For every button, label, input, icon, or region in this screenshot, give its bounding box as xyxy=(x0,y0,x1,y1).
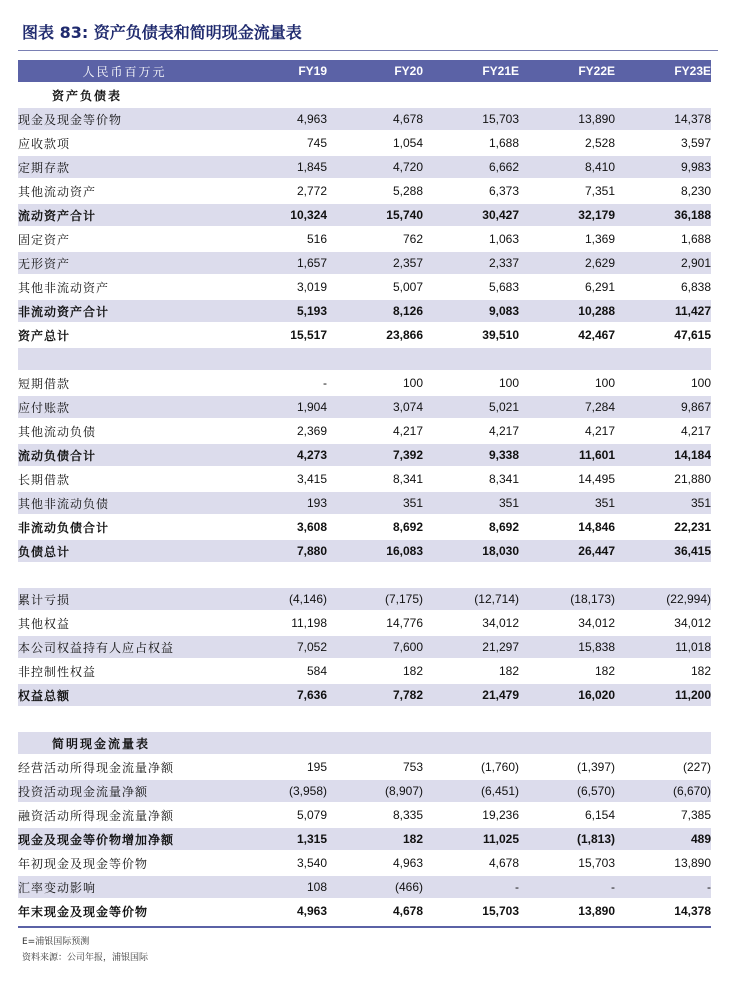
cell-value xyxy=(423,563,519,587)
cell-value: 8,341 xyxy=(423,467,519,491)
cell-value: 351 xyxy=(423,491,519,515)
cell-value xyxy=(519,707,615,731)
cell-value: 4,217 xyxy=(423,419,519,443)
row-label: 无形资产 xyxy=(18,251,231,275)
cell-value: (4,146) xyxy=(231,587,327,611)
row-label: 其他非流动负债 xyxy=(18,491,231,515)
cell-value xyxy=(519,731,615,755)
cell-value: 15,740 xyxy=(327,203,423,227)
row-label: 年末现金及现金等价物 xyxy=(18,899,231,923)
cell-value: 36,188 xyxy=(615,203,711,227)
row-label: 其他流动负债 xyxy=(18,419,231,443)
row-label: 非流动负债合计 xyxy=(18,515,231,539)
row-label xyxy=(18,563,231,587)
cell-value: 8,126 xyxy=(327,299,423,323)
row-label: 流动负债合计 xyxy=(18,443,231,467)
row-label: 其他权益 xyxy=(18,611,231,635)
cell-value xyxy=(423,707,519,731)
table-row xyxy=(18,659,711,683)
cell-value: 489 xyxy=(615,827,711,851)
cell-value: 47,615 xyxy=(615,323,711,347)
row-label: 其他非流动资产 xyxy=(18,275,231,299)
cell-value: 2,357 xyxy=(327,251,423,275)
cell-value: 15,703 xyxy=(423,899,519,923)
cell-value: 351 xyxy=(519,491,615,515)
row-label: 本公司权益持有人应占权益 xyxy=(18,635,231,659)
cell-value: 3,019 xyxy=(231,275,327,299)
source-note: 资料来源：公司年报，浦银国际 xyxy=(22,953,149,963)
cell-value: (7,175) xyxy=(327,587,423,611)
cell-value xyxy=(231,563,327,587)
cell-value: (6,670) xyxy=(615,779,711,803)
section-header-row xyxy=(18,83,711,107)
cell-value: (1,760) xyxy=(423,755,519,779)
cell-value: 8,692 xyxy=(327,515,423,539)
cell-value: 14,378 xyxy=(615,899,711,923)
cell-value xyxy=(615,707,711,731)
row-label: 现金及现金等价物 xyxy=(18,107,231,131)
cell-value: 11,025 xyxy=(423,827,519,851)
table-header-row xyxy=(18,60,711,83)
cell-value: 1,054 xyxy=(327,131,423,155)
cell-value: 6,373 xyxy=(423,179,519,203)
header-year: FY23E xyxy=(615,60,711,83)
cell-value: 8,410 xyxy=(519,155,615,179)
table-row xyxy=(18,227,711,251)
cell-value: 745 xyxy=(231,131,327,155)
cell-value: 11,427 xyxy=(615,299,711,323)
cell-value: 8,230 xyxy=(615,179,711,203)
cell-value: 14,378 xyxy=(615,107,711,131)
cell-value xyxy=(423,731,519,755)
cell-value: 21,479 xyxy=(423,683,519,707)
cell-value: 9,983 xyxy=(615,155,711,179)
cell-value: - xyxy=(519,875,615,899)
cell-value: 182 xyxy=(423,659,519,683)
row-label: 资产负债表 xyxy=(18,83,231,107)
table-row xyxy=(18,467,711,491)
cell-value xyxy=(615,347,711,371)
cell-value: 34,012 xyxy=(423,611,519,635)
row-label: 投资活动现金流量净额 xyxy=(18,779,231,803)
table-row xyxy=(18,275,711,299)
cell-value xyxy=(231,731,327,755)
row-label: 资产总计 xyxy=(18,323,231,347)
title-divider xyxy=(18,50,718,51)
cell-value: 5,193 xyxy=(231,299,327,323)
table-row xyxy=(18,179,711,203)
cell-value: 195 xyxy=(231,755,327,779)
cell-value: - xyxy=(615,875,711,899)
cell-value: 4,217 xyxy=(615,419,711,443)
cell-value: 762 xyxy=(327,227,423,251)
cell-value: 4,678 xyxy=(423,851,519,875)
cell-value xyxy=(615,563,711,587)
cell-value: 9,338 xyxy=(423,443,519,467)
cell-value: 1,063 xyxy=(423,227,519,251)
cell-value: 6,838 xyxy=(615,275,711,299)
cell-value: 11,198 xyxy=(231,611,327,635)
cell-value: 34,012 xyxy=(615,611,711,635)
table-row xyxy=(18,443,711,467)
cell-value: 7,392 xyxy=(327,443,423,467)
cell-value: 351 xyxy=(615,491,711,515)
cell-value: 11,018 xyxy=(615,635,711,659)
cell-value: 6,291 xyxy=(519,275,615,299)
cell-value xyxy=(327,563,423,587)
cell-value: 182 xyxy=(327,659,423,683)
table-row xyxy=(18,299,711,323)
cell-value: 7,385 xyxy=(615,803,711,827)
cell-value: 14,495 xyxy=(519,467,615,491)
cell-value: (12,714) xyxy=(423,587,519,611)
row-label: 其他流动资产 xyxy=(18,179,231,203)
header-year: FY20 xyxy=(327,60,423,83)
cell-value: 182 xyxy=(327,827,423,851)
cell-value xyxy=(327,83,423,107)
cell-value: 3,074 xyxy=(327,395,423,419)
cell-value: (22,994) xyxy=(615,587,711,611)
table-row xyxy=(18,371,711,395)
cell-value: 8,341 xyxy=(327,467,423,491)
cell-value: 182 xyxy=(615,659,711,683)
cell-value: 1,369 xyxy=(519,227,615,251)
cell-value: 584 xyxy=(231,659,327,683)
cell-value: 15,838 xyxy=(519,635,615,659)
cell-value: (8,907) xyxy=(327,779,423,803)
cell-value: - xyxy=(231,371,327,395)
cell-value: 34,012 xyxy=(519,611,615,635)
cell-value: 100 xyxy=(423,371,519,395)
cell-value: 14,846 xyxy=(519,515,615,539)
cell-value: 4,273 xyxy=(231,443,327,467)
table-bottom-divider xyxy=(18,926,711,928)
table-row xyxy=(18,611,711,635)
row-label: 年初现金及现金等价物 xyxy=(18,851,231,875)
row-label: 短期借款 xyxy=(18,371,231,395)
cell-value: 4,963 xyxy=(231,899,327,923)
cell-value: 7,636 xyxy=(231,683,327,707)
header-year: FY22E xyxy=(519,60,615,83)
cell-value: 30,427 xyxy=(423,203,519,227)
table-row xyxy=(18,395,711,419)
cell-value: 3,597 xyxy=(615,131,711,155)
cell-value: 1,657 xyxy=(231,251,327,275)
cell-value: 3,415 xyxy=(231,467,327,491)
row-label: 累计亏损 xyxy=(18,587,231,611)
cell-value: 5,021 xyxy=(423,395,519,419)
cell-value: 3,608 xyxy=(231,515,327,539)
cell-value xyxy=(423,83,519,107)
cell-value: 26,447 xyxy=(519,539,615,563)
cell-value: 2,772 xyxy=(231,179,327,203)
row-label: 固定资产 xyxy=(18,227,231,251)
cell-value: (18,173) xyxy=(519,587,615,611)
cell-value: 15,703 xyxy=(423,107,519,131)
row-label xyxy=(18,347,231,371)
header-unit-label: 人民币百万元 xyxy=(18,60,231,83)
cell-value: 2,901 xyxy=(615,251,711,275)
cell-value: 1,688 xyxy=(423,131,519,155)
cell-value: 5,007 xyxy=(327,275,423,299)
row-label: 汇率变动影响 xyxy=(18,875,231,899)
cell-value: 14,776 xyxy=(327,611,423,635)
table-row xyxy=(18,203,711,227)
section-header-row xyxy=(18,731,711,755)
table-row xyxy=(18,131,711,155)
cell-value: 753 xyxy=(327,755,423,779)
cell-value xyxy=(615,731,711,755)
cell-value: 182 xyxy=(519,659,615,683)
cell-value: 7,052 xyxy=(231,635,327,659)
table-row xyxy=(18,107,711,131)
spacer-row xyxy=(18,347,711,371)
cell-value xyxy=(519,347,615,371)
table-row xyxy=(18,251,711,275)
cell-value: 4,678 xyxy=(327,899,423,923)
table-row xyxy=(18,779,711,803)
cell-value: 4,720 xyxy=(327,155,423,179)
cell-value: 32,179 xyxy=(519,203,615,227)
table-row xyxy=(18,875,711,899)
cell-value: 100 xyxy=(327,371,423,395)
row-label: 流动资产合计 xyxy=(18,203,231,227)
cell-value: 100 xyxy=(519,371,615,395)
table-row xyxy=(18,539,711,563)
cell-value: 100 xyxy=(615,371,711,395)
cell-value: 351 xyxy=(327,491,423,515)
row-label: 融资活动所得现金流量净额 xyxy=(18,803,231,827)
table-row xyxy=(18,899,711,923)
cell-value: 9,867 xyxy=(615,395,711,419)
spacer-row xyxy=(18,563,711,587)
cell-value: 7,880 xyxy=(231,539,327,563)
cell-value: 2,337 xyxy=(423,251,519,275)
cell-value: 4,678 xyxy=(327,107,423,131)
cell-value: 11,200 xyxy=(615,683,711,707)
cell-value: (1,397) xyxy=(519,755,615,779)
spacer-row xyxy=(18,707,711,731)
cell-value: 5,079 xyxy=(231,803,327,827)
cell-value: 6,662 xyxy=(423,155,519,179)
cell-value: 13,890 xyxy=(615,851,711,875)
table-row xyxy=(18,683,711,707)
cell-value: - xyxy=(423,875,519,899)
cell-value: (227) xyxy=(615,755,711,779)
cell-value: 6,154 xyxy=(519,803,615,827)
cell-value: 15,703 xyxy=(519,851,615,875)
row-label: 非控制性权益 xyxy=(18,659,231,683)
cell-value: 36,415 xyxy=(615,539,711,563)
cell-value: 516 xyxy=(231,227,327,251)
header-year: FY19 xyxy=(231,60,327,83)
cell-value: 7,351 xyxy=(519,179,615,203)
cell-value xyxy=(327,731,423,755)
cell-value: (3,958) xyxy=(231,779,327,803)
cell-value: 18,030 xyxy=(423,539,519,563)
cell-value: 5,683 xyxy=(423,275,519,299)
cell-value: 4,217 xyxy=(519,419,615,443)
cell-value: 5,288 xyxy=(327,179,423,203)
row-label: 经营活动所得现金流量净额 xyxy=(18,755,231,779)
cell-value xyxy=(327,707,423,731)
cell-value: 1,904 xyxy=(231,395,327,419)
cell-value xyxy=(519,83,615,107)
cell-value: 42,467 xyxy=(519,323,615,347)
row-label: 应付账款 xyxy=(18,395,231,419)
cell-value: 4,217 xyxy=(327,419,423,443)
financial-table xyxy=(18,60,711,924)
cell-value xyxy=(231,83,327,107)
cell-value: 7,284 xyxy=(519,395,615,419)
table-row xyxy=(18,803,711,827)
cell-value: 23,866 xyxy=(327,323,423,347)
cell-value: 21,880 xyxy=(615,467,711,491)
cell-value xyxy=(519,563,615,587)
cell-value: 13,890 xyxy=(519,899,615,923)
estimate-note: E=浦银国际预测 xyxy=(22,937,90,947)
cell-value: 10,288 xyxy=(519,299,615,323)
table-row xyxy=(18,155,711,179)
cell-value: 15,517 xyxy=(231,323,327,347)
cell-value: 4,963 xyxy=(327,851,423,875)
cell-value xyxy=(423,347,519,371)
cell-value: 3,540 xyxy=(231,851,327,875)
cell-value: 39,510 xyxy=(423,323,519,347)
row-label: 负债总计 xyxy=(18,539,231,563)
cell-value: 14,184 xyxy=(615,443,711,467)
cell-value: 19,236 xyxy=(423,803,519,827)
cell-value: 7,600 xyxy=(327,635,423,659)
cell-value: 8,335 xyxy=(327,803,423,827)
cell-value: 8,692 xyxy=(423,515,519,539)
cell-value: 2,528 xyxy=(519,131,615,155)
row-label: 长期借款 xyxy=(18,467,231,491)
cell-value: 9,083 xyxy=(423,299,519,323)
cell-value: (1,813) xyxy=(519,827,615,851)
cell-value: 108 xyxy=(231,875,327,899)
cell-value: 2,629 xyxy=(519,251,615,275)
row-label: 现金及现金等价物增加净额 xyxy=(18,827,231,851)
table-row xyxy=(18,587,711,611)
cell-value: 16,083 xyxy=(327,539,423,563)
cell-value: 10,324 xyxy=(231,203,327,227)
cell-value xyxy=(327,347,423,371)
cell-value: 11,601 xyxy=(519,443,615,467)
cell-value: 13,890 xyxy=(519,107,615,131)
cell-value: (6,451) xyxy=(423,779,519,803)
table-row xyxy=(18,851,711,875)
cell-value: 1,315 xyxy=(231,827,327,851)
cell-value: 21,297 xyxy=(423,635,519,659)
row-label: 非流动资产合计 xyxy=(18,299,231,323)
row-label: 应收款项 xyxy=(18,131,231,155)
table-row xyxy=(18,515,711,539)
cell-value xyxy=(231,707,327,731)
row-label: 简明现金流量表 xyxy=(18,731,231,755)
cell-value: 7,782 xyxy=(327,683,423,707)
table-row xyxy=(18,491,711,515)
row-label: 权益总额 xyxy=(18,683,231,707)
cell-value: 1,688 xyxy=(615,227,711,251)
cell-value: 193 xyxy=(231,491,327,515)
cell-value xyxy=(615,83,711,107)
cell-value: 1,845 xyxy=(231,155,327,179)
table-row xyxy=(18,323,711,347)
table-row xyxy=(18,827,711,851)
table-row xyxy=(18,635,711,659)
cell-value: (6,570) xyxy=(519,779,615,803)
cell-value: 16,020 xyxy=(519,683,615,707)
figure-title: 图表 83: 资产负债表和简明现金流量表 xyxy=(22,23,302,42)
cell-value: 2,369 xyxy=(231,419,327,443)
cell-value: (466) xyxy=(327,875,423,899)
row-label xyxy=(18,707,231,731)
header-year: FY21E xyxy=(423,60,519,83)
table-row xyxy=(18,419,711,443)
cell-value: 4,963 xyxy=(231,107,327,131)
table-row xyxy=(18,755,711,779)
row-label: 定期存款 xyxy=(18,155,231,179)
cell-value xyxy=(231,347,327,371)
cell-value: 22,231 xyxy=(615,515,711,539)
